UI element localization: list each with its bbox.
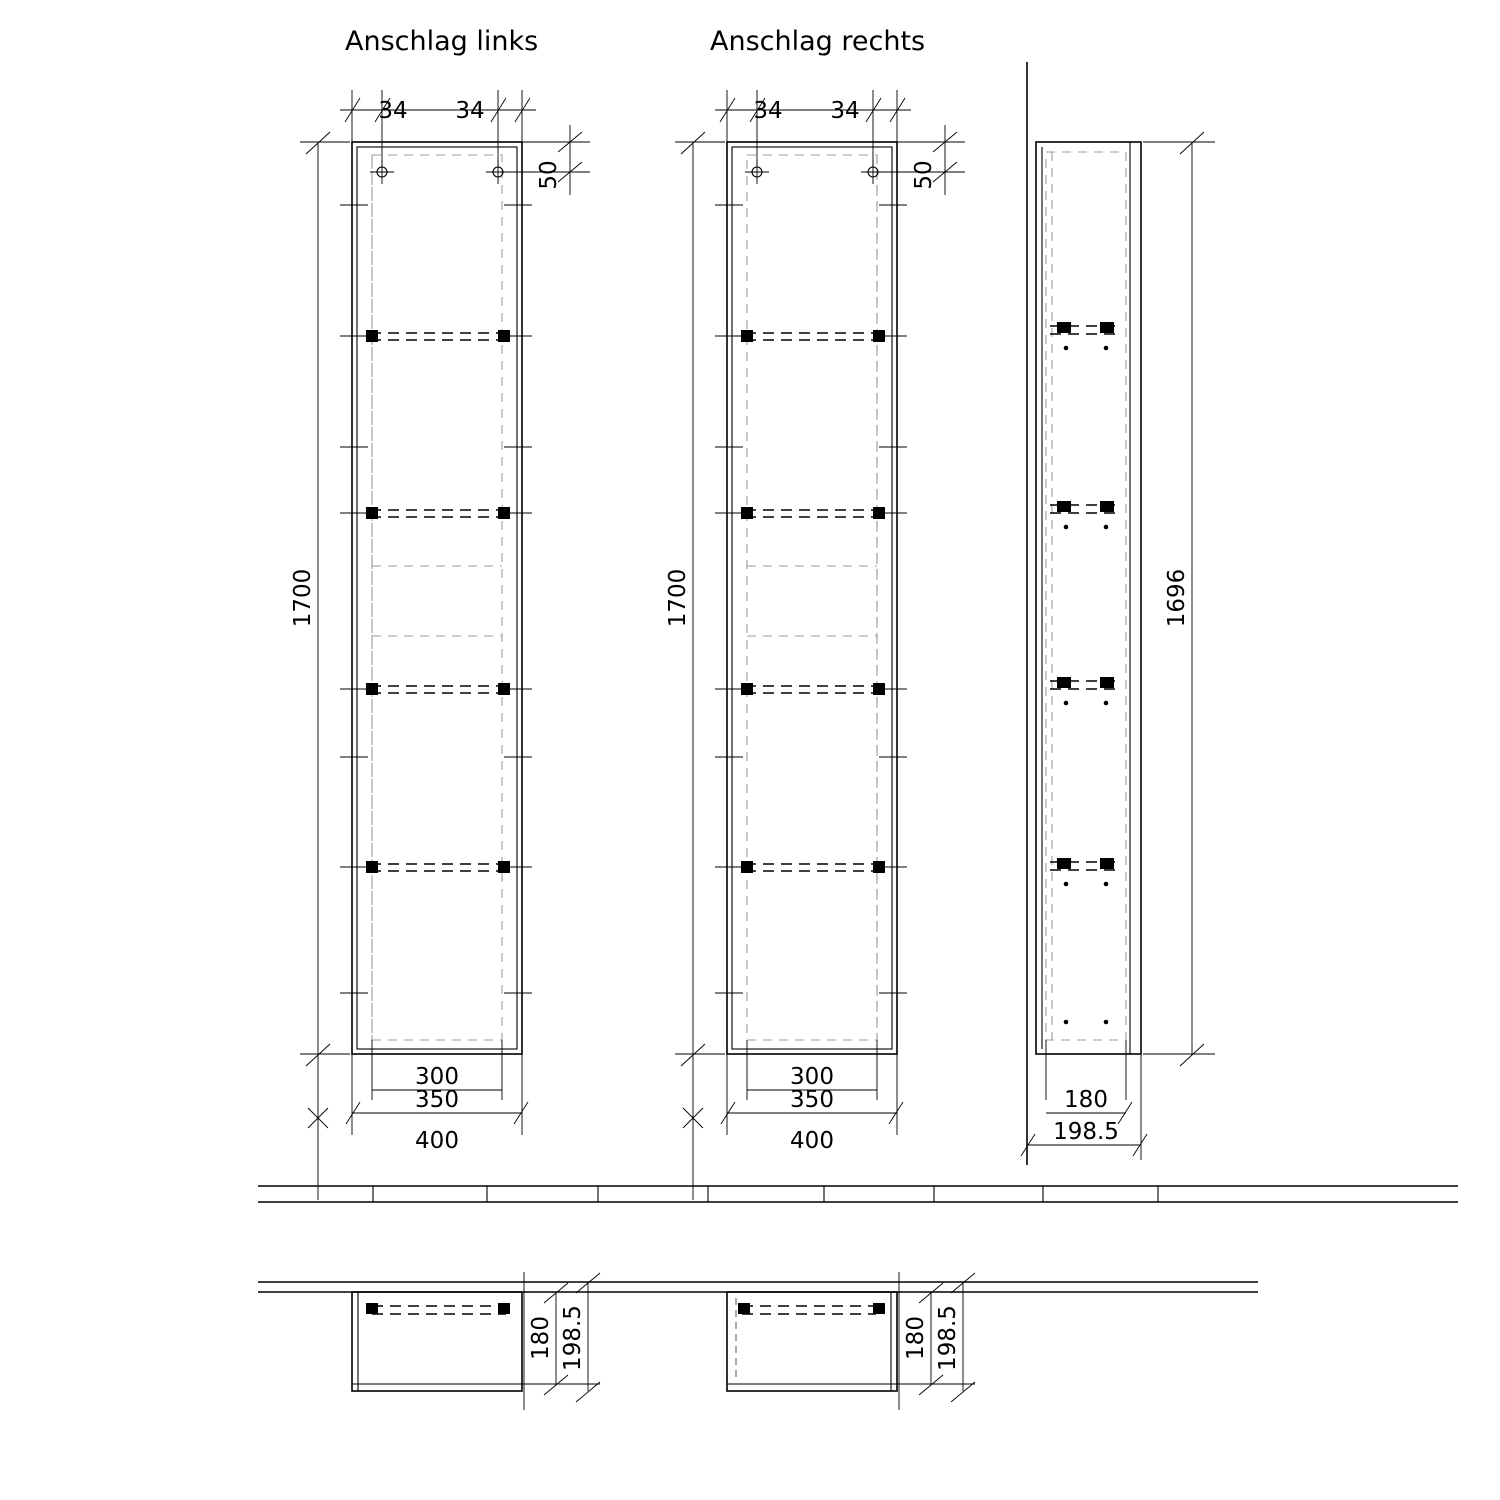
ref-x-right (683, 1054, 703, 1200)
dim-1700-left: 1700 (290, 568, 316, 628)
dim-1985-plan-right: 198.5 (935, 1305, 961, 1371)
shelf-pin (1057, 322, 1071, 333)
front-view-right (665, 90, 965, 1200)
hole-dot (1104, 882, 1109, 887)
ref-x-left (308, 1054, 328, 1200)
dim-1985-plan-left: 198.5 (560, 1305, 586, 1371)
inner-carcass-outline (1046, 152, 1126, 1040)
dim-350-right: 350 (790, 1087, 834, 1113)
dim-height-left (290, 132, 350, 1066)
dim-depth-side (1021, 1040, 1147, 1160)
dim-1696-side: 1696 (1164, 568, 1190, 628)
dim-height-right (665, 132, 725, 1066)
plan-views (258, 1272, 1258, 1410)
plan-pin (738, 1303, 750, 1314)
shelf-pin (1100, 858, 1114, 869)
shelf-pin (1057, 858, 1071, 869)
hole-dot (1064, 701, 1069, 706)
shelves-side (1050, 322, 1122, 1024)
dim-400-left: 400 (415, 1128, 459, 1154)
section-band-upper (258, 1186, 1458, 1202)
plan-pin (873, 1303, 885, 1314)
dim-34-a-right: 34 (753, 98, 783, 124)
dim-34-b-right: 34 (830, 98, 860, 124)
dim-top-left (340, 90, 536, 168)
title-anschlag-links: Anschlag links (345, 26, 539, 57)
dim-50-right: 50 (911, 160, 937, 190)
cabinet-body-inner-right (732, 147, 892, 1049)
shelf-pin (1057, 501, 1071, 512)
dim-180-plan-right: 180 (903, 1316, 929, 1360)
dim-34-a-left: 34 (378, 98, 408, 124)
shelf-pin (1100, 322, 1114, 333)
dim-bottom-left (346, 1040, 528, 1154)
dim-350-left: 350 (415, 1087, 459, 1113)
shelf-pin (1100, 501, 1114, 512)
dim-180-side: 180 (1064, 1087, 1108, 1113)
dim-50-left: 50 (536, 160, 562, 190)
shelf-pins-left (366, 330, 510, 873)
hole-dot (1104, 346, 1109, 351)
cabinet-body-left (352, 142, 522, 1054)
dim-400-right: 400 (790, 1128, 834, 1154)
edge-ticks-left (340, 205, 532, 993)
cabinet-side-body (1036, 142, 1141, 1054)
side-view (1021, 62, 1215, 1165)
plan-pin (366, 1303, 378, 1314)
hole-dot (1104, 1020, 1109, 1025)
hole-dot (1064, 882, 1069, 887)
hole-dot (1064, 346, 1069, 351)
dim-34-b-left: 34 (455, 98, 485, 124)
dim-50-right (875, 125, 965, 195)
plan-body-right (727, 1292, 897, 1391)
dim-height-side (1143, 132, 1215, 1066)
hole-dot (1064, 1020, 1069, 1025)
dim-bottom-right (721, 1040, 903, 1154)
plan-pin (498, 1303, 510, 1314)
dim-top-right (715, 90, 911, 168)
door-panel-outline-right (747, 155, 877, 1040)
hole-dot (1064, 525, 1069, 530)
dim-1985-side: 198.5 (1053, 1119, 1119, 1145)
shelf-pin (1057, 677, 1071, 688)
door-panel-outline-left (372, 155, 502, 1040)
shelf-pin (1100, 677, 1114, 688)
shelves-left (370, 333, 505, 871)
dim-300-left: 300 (415, 1064, 459, 1090)
dim-300-right: 300 (790, 1064, 834, 1090)
edge-ticks-right (715, 205, 907, 993)
dim-50-left (500, 125, 590, 195)
hole-dot (1104, 701, 1109, 706)
dim-1700-right: 1700 (665, 568, 691, 628)
shelf-pins-right (741, 330, 885, 873)
title-anschlag-rechts: Anschlag rechts (710, 26, 926, 57)
mounting-holes-right (745, 160, 885, 184)
front-view-left (290, 90, 590, 1200)
cabinet-body-inner-left (357, 147, 517, 1049)
dim-180-plan-left: 180 (528, 1316, 554, 1360)
shelves-right (745, 333, 880, 871)
cabinet-body-right (727, 142, 897, 1054)
mounting-holes-left (370, 160, 510, 184)
hole-dot (1104, 525, 1109, 530)
